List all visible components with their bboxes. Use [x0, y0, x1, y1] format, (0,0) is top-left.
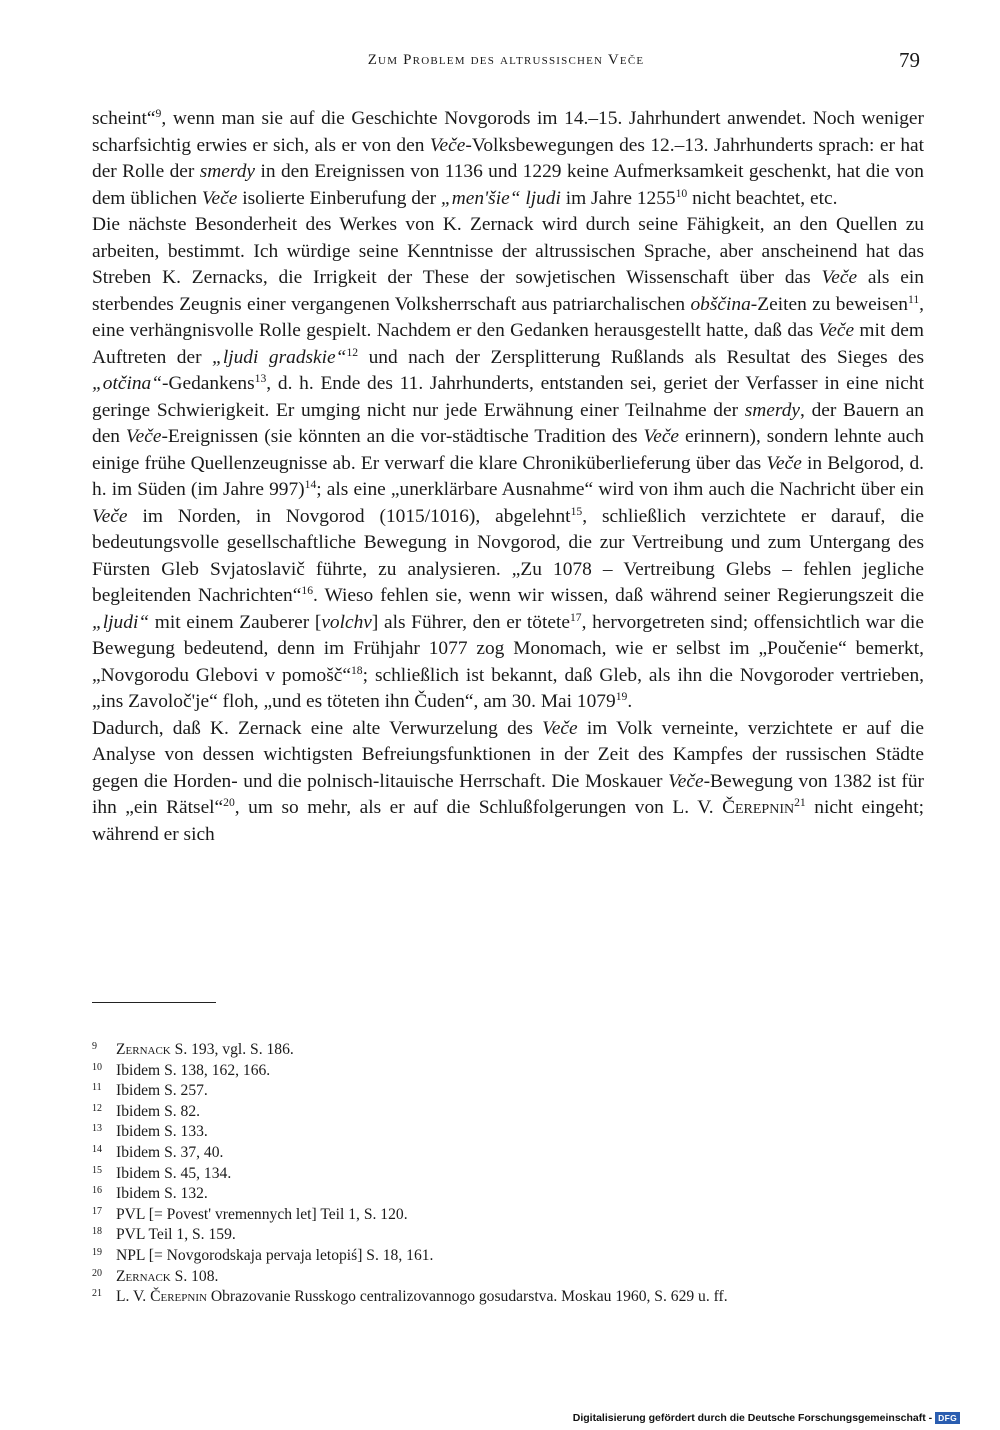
footnote [92, 1102, 924, 1123]
footnote-number: 15 [92, 1164, 102, 1176]
main-text [92, 106, 924, 848]
footnote-number: 12 [92, 1102, 102, 1114]
footnote-text: Ibidem S. 133. [116, 1123, 208, 1141]
text-span: , wenn man sie auf die Geschichte Novgorods im 14.–15. Jahrhundert anwendet. Noch weniger scharfsichtig erwies er sich, als er von den [92, 108, 924, 156]
italic-term: Veče [201, 187, 238, 209]
paragraph-2 [92, 212, 924, 716]
text-span: , um so mehr, als er auf die Schlußfolgerungen von L. V. [234, 797, 723, 818]
footnote-text: Ibidem S. 45, 134. [116, 1164, 232, 1182]
footnote-ref: 21 [794, 796, 806, 810]
author-name: Zernack [116, 1041, 171, 1058]
dfg-logo-icon: DFG [935, 1412, 960, 1424]
italic-term: Veče [429, 134, 466, 156]
footnote-ref: 16 [301, 584, 313, 598]
footnote-number: 9 [92, 1041, 97, 1052]
text-span: mit einem Zauberer [ [149, 611, 322, 633]
page-number: 79 [899, 48, 920, 72]
text-span: nicht eingeht; während er sich [92, 797, 924, 845]
footnote-ref: 12 [346, 345, 359, 359]
italic-term: Veče [542, 717, 578, 739]
paragraph-1 [92, 106, 924, 212]
text-span: erinnern), sondern lehnte auch einige frühe Quellenzeugnisse ab. Er verwarf die klare Chroniküberlieferung über das [92, 426, 924, 474]
footnote [92, 1225, 924, 1246]
italic-term: Veče [643, 426, 680, 447]
footnote [92, 1143, 924, 1164]
italic-term: Veče [766, 452, 802, 474]
text-span: -Ereignissen (sie könnten an die vor-städtische Tradition des [161, 426, 644, 447]
footnote-number: 20 [92, 1267, 102, 1279]
footnote [92, 1164, 924, 1185]
italic-term: smerdy [199, 161, 256, 182]
text-span: und nach der Zersplitterung Rußlands als Resultat des Sieges des [358, 346, 924, 368]
text-span: ] als Führer, den er tötete [371, 611, 570, 633]
footnote-text: Ibidem S. 82. [116, 1102, 201, 1120]
text-span: als ein sterbendes Zeugnis einer vergangenen Volksherrschaft aus patriarchalischen [92, 267, 924, 315]
text-span: ; als eine „unerklärbare Ausnahme“ wird von ihm auch die Nachricht über ein [316, 479, 924, 500]
footnote [92, 1122, 924, 1143]
digitization-credit [573, 1411, 960, 1425]
footnote-number: 21 [92, 1288, 102, 1300]
paragraph-3 [92, 716, 924, 849]
footnote-ref: 17 [569, 610, 582, 624]
text-span: Dadurch, daß K. Zernack eine alte Verwurzelung des [92, 717, 543, 739]
text-span: scheint“ [92, 108, 156, 129]
text-span: Die nächste Besonderheit des Werkes von K. Zernack wird durch seine Fähigkeit, an den Quellen zu arbeiten, bestimmt. Ich würdige seine Kenntnisse der altrussischen Sprache, aber anscheinend hat das Streben K. Zernacks, die Irrigkeit der These der sowjetischen Wissenschaft über das [92, 214, 924, 288]
footnote-text: S. 193, vgl. S. 186. [170, 1041, 294, 1058]
text-span: im Jahre 1255 [560, 187, 676, 209]
text-span: -Bewegung von 1382 ist für ihn „ein Rätsel“ [92, 770, 925, 818]
text-span: -Zeiten zu beweisen [750, 293, 908, 315]
text-span: ; schließlich ist bekannt, daß Gleb, als ihn die Novgoroder vertrieben, „ins Zavoloč'je“ floh, „und es töteten ihn Čuden“, am 30. Mai 1079 [92, 664, 924, 712]
footnote-ref: 14 [304, 478, 317, 492]
footnote-ref: 15 [570, 504, 583, 518]
footnote-text: NPL [= Novgorodskaja pervaja letopiś] S. 18, 161. [116, 1246, 434, 1264]
author-name: Zernack [116, 1267, 171, 1285]
page-header [92, 48, 920, 78]
footnote-number: 19 [92, 1246, 102, 1258]
footnote-rule [92, 1002, 216, 1003]
text-span: , schließlich verzichtete er darauf, die bedeutungsvolle gesellschaftliche Bewegung in Novgorod, die zur Vertreibung und zum Untergang des Fürsten Gleb Svjatoslavič führte, zu analysieren. „Zu 1078 – Vertreibung Glebs – fehlen jegliche begleitenden Nachrichten“ [92, 505, 925, 606]
footnote-text: PVL [= Povest' vremennych let] Teil 1, S. 120. [116, 1205, 408, 1223]
footnotes [92, 1040, 924, 1308]
text-span: . [627, 691, 633, 712]
italic-term: volchv [321, 611, 372, 633]
text-span: , d. h. Ende des 11. Jahrhunderts, entstanden sei, geriet der Verfasser in eine nicht geringe Schwierigkeit. Er umging nicht nur jede Erwähnung einer Teilnahme der [92, 373, 924, 421]
footnote-number: 16 [92, 1185, 102, 1197]
footnote-number: 18 [92, 1226, 102, 1238]
italic-term: Veče [92, 505, 128, 527]
footnote [92, 1267, 924, 1288]
footnote-ref: 10 [675, 186, 688, 200]
credit-text: Digitalisierung gefördert durch die Deutsche Forschungsgemeinschaft - [572, 1412, 933, 1424]
running-head: Zum Problem des altrussischen Veče [367, 52, 645, 68]
italic-term: obščina [690, 293, 751, 315]
footnote [92, 1287, 924, 1308]
italic-term: Veče [668, 770, 704, 792]
text-span: mit dem Auftreten der [92, 320, 924, 368]
footnote-ref: 19 [615, 690, 628, 704]
italic-term: Veče [821, 267, 858, 288]
footnote-ref: 11 [907, 292, 920, 306]
text-span: , eine verhängnisvolle Rolle gespielt. Nachdem er den Gedanken herausgestellt hatte, daß das [92, 293, 924, 341]
footnote-text: Obrazovanie Russkogo centralizovannogo gosudarstva. Moskau 1960, S. 629 u. ff. [206, 1288, 728, 1306]
footnote [92, 1205, 924, 1226]
footnote [92, 1184, 924, 1205]
text-span: , der Bauern an den [92, 399, 924, 447]
italic-term: Veče [818, 320, 855, 341]
footnote-ref: 9 [155, 107, 162, 121]
footnote-number: 13 [92, 1123, 102, 1135]
italic-term: „otčina“ [92, 373, 163, 394]
italic-term: „ljudi“ [92, 611, 150, 633]
italic-term: smerdy [744, 399, 801, 421]
footnote-ref: 20 [223, 796, 235, 810]
footnote-text: Ibidem S. 132. [116, 1185, 208, 1203]
author-name: Čerepnin [722, 797, 795, 818]
text-span: isolierte Einberufung der [237, 187, 441, 209]
footnote-number: 11 [92, 1082, 102, 1094]
text-span: in Belgorod, d. h. im Süden (im Jahre 997) [92, 452, 924, 500]
footnote-text: PVL Teil 1, S. 159. [116, 1226, 236, 1244]
footnote [92, 1081, 924, 1102]
footnote-text: S. 108. [170, 1267, 219, 1285]
text-span: im Volk verneinte, verzichtete er auf die Analyse von dessen wichtigsten Befreiungsfunktionen in der Zeit des Kampfes der russischen Städte gegen die Horden- und die polnisch-litauische Herrschaft. Die Moskauer [92, 717, 924, 792]
footnote [92, 1040, 924, 1061]
text-span: in den Ereignissen von 1136 und 1229 keine Aufmerksamkeit geschenkt, hat die von dem üblichen [92, 161, 924, 209]
footnote [92, 1246, 924, 1267]
italic-term: Veče [125, 426, 162, 447]
italic-term: „ljudi gradskie“ [212, 346, 347, 368]
author-name: L. V. Čerepnin [116, 1288, 207, 1306]
italic-term: „men'šie“ ljudi [440, 187, 561, 209]
footnote [92, 1061, 924, 1082]
text-span: , hervorgetreten sind; offensichtlich war die Bewegung bedeutend, denn im Frühjahr 1077 zog Monomach, wie er selbst im „Poučenie“ bemerkt, „Novgorodu Glebovi v pomošč“ [92, 611, 925, 686]
footnote-text: Ibidem S. 138, 162, 166. [116, 1061, 271, 1079]
footnote-ref: 18 [350, 663, 363, 677]
footnote-text: Ibidem S. 37, 40. [116, 1143, 224, 1161]
footnote-text: Ibidem S. 257. [116, 1082, 208, 1100]
footnote-ref: 13 [254, 372, 267, 386]
text-span: . Wieso fehlen sie, wenn wir wissen, daß während seiner Regierungszeit die [313, 585, 924, 606]
footnote-number: 10 [92, 1061, 102, 1073]
text-span: -Gedankens [162, 373, 255, 394]
text-span: im Norden, in Novgorod (1015/1016), abgelehnt [127, 505, 571, 527]
footnote-number: 17 [92, 1205, 102, 1217]
footnote-number: 14 [92, 1143, 102, 1155]
text-span: -Volksbewegungen des 12.–13. Jahrhunderts sprach: er hat der Rolle der [92, 134, 925, 182]
text-span: nicht beachtet, etc. [687, 187, 838, 209]
